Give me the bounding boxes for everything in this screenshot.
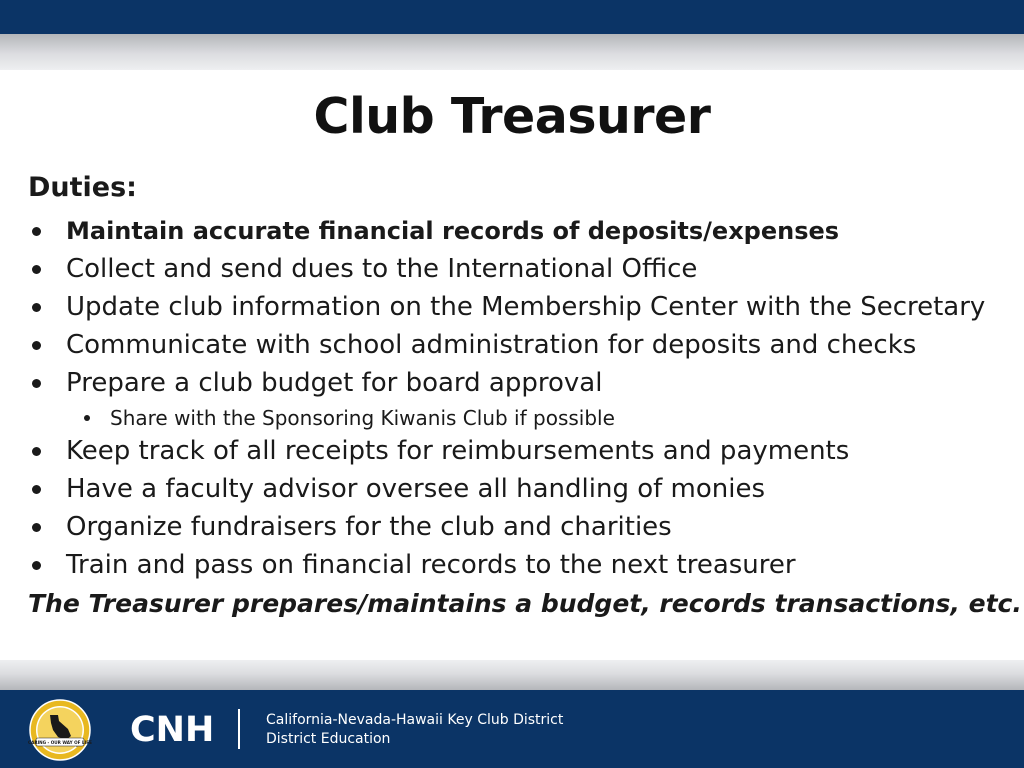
- top-navy-band: [0, 0, 1024, 34]
- summary-statement: The Treasurer prepares/maintains a budget, records transactions, etc.: [28, 589, 1022, 618]
- district-education: District Education: [266, 731, 391, 747]
- bullet-dot-icon: [32, 447, 41, 456]
- list-item-text: Communicate with school administration for deposits and checks: [66, 330, 917, 360]
- slide-title: Club Treasurer: [313, 88, 711, 145]
- list-item: [28, 366, 1008, 400]
- list-item-text: Keep track of all receipts for reimbursements and payments: [66, 436, 850, 466]
- list-item-text: Train and pass on financial records to the next treasurer: [66, 550, 796, 580]
- bullet-dot-icon: [32, 379, 41, 388]
- bullet-dot-icon: [32, 523, 41, 532]
- list-item: [28, 252, 1008, 286]
- bullet-dot-icon: [32, 303, 41, 312]
- list-item-text: Organize fundraisers for the club and charities: [66, 512, 672, 542]
- bullet-dot-icon: [32, 265, 41, 274]
- list-item-text: Maintain accurate financial records of deposits/expenses: [66, 217, 840, 245]
- list-item: [28, 214, 1008, 248]
- bottom-gray-band: [0, 660, 1024, 690]
- slide-content: [28, 168, 1022, 622]
- district-name: California-Nevada-Hawaii Key Club District: [266, 712, 564, 728]
- list-item-text: Have a faculty advisor oversee all handling of monies: [66, 474, 766, 504]
- bullet-dot-icon: [32, 227, 41, 236]
- list-item: [28, 328, 1008, 362]
- list-item: [28, 290, 1008, 324]
- list-item: [28, 510, 1008, 544]
- list-item: [28, 472, 1008, 506]
- sub-list-item: [28, 404, 1008, 432]
- list-item: [28, 434, 1008, 468]
- sub-list-item-text: Share with the Sponsoring Kiwanis Club if possible: [110, 406, 615, 430]
- bullet-dot-icon: [32, 561, 41, 570]
- list-item: [28, 548, 1008, 582]
- logo-motto: CARING - OUR WAY OF LIFE: [28, 740, 92, 745]
- bullet-dot-icon: [32, 485, 41, 494]
- duties-heading: Duties:: [28, 172, 137, 203]
- bullet-dot-icon: [32, 341, 41, 350]
- key-club-seal-logo: [28, 699, 92, 761]
- bullet-dot-icon: [84, 415, 90, 421]
- cnh-brand: CNH: [130, 710, 215, 750]
- list-item-text: Collect and send dues to the International Office: [66, 254, 698, 284]
- list-item-text: Prepare a club budget for board approval: [66, 368, 603, 398]
- list-item-text: Update club information on the Membership Center with the Secretary: [66, 292, 986, 322]
- top-gray-band: [0, 34, 1024, 70]
- duties-list: [28, 214, 1008, 582]
- brand-separator: [238, 709, 240, 749]
